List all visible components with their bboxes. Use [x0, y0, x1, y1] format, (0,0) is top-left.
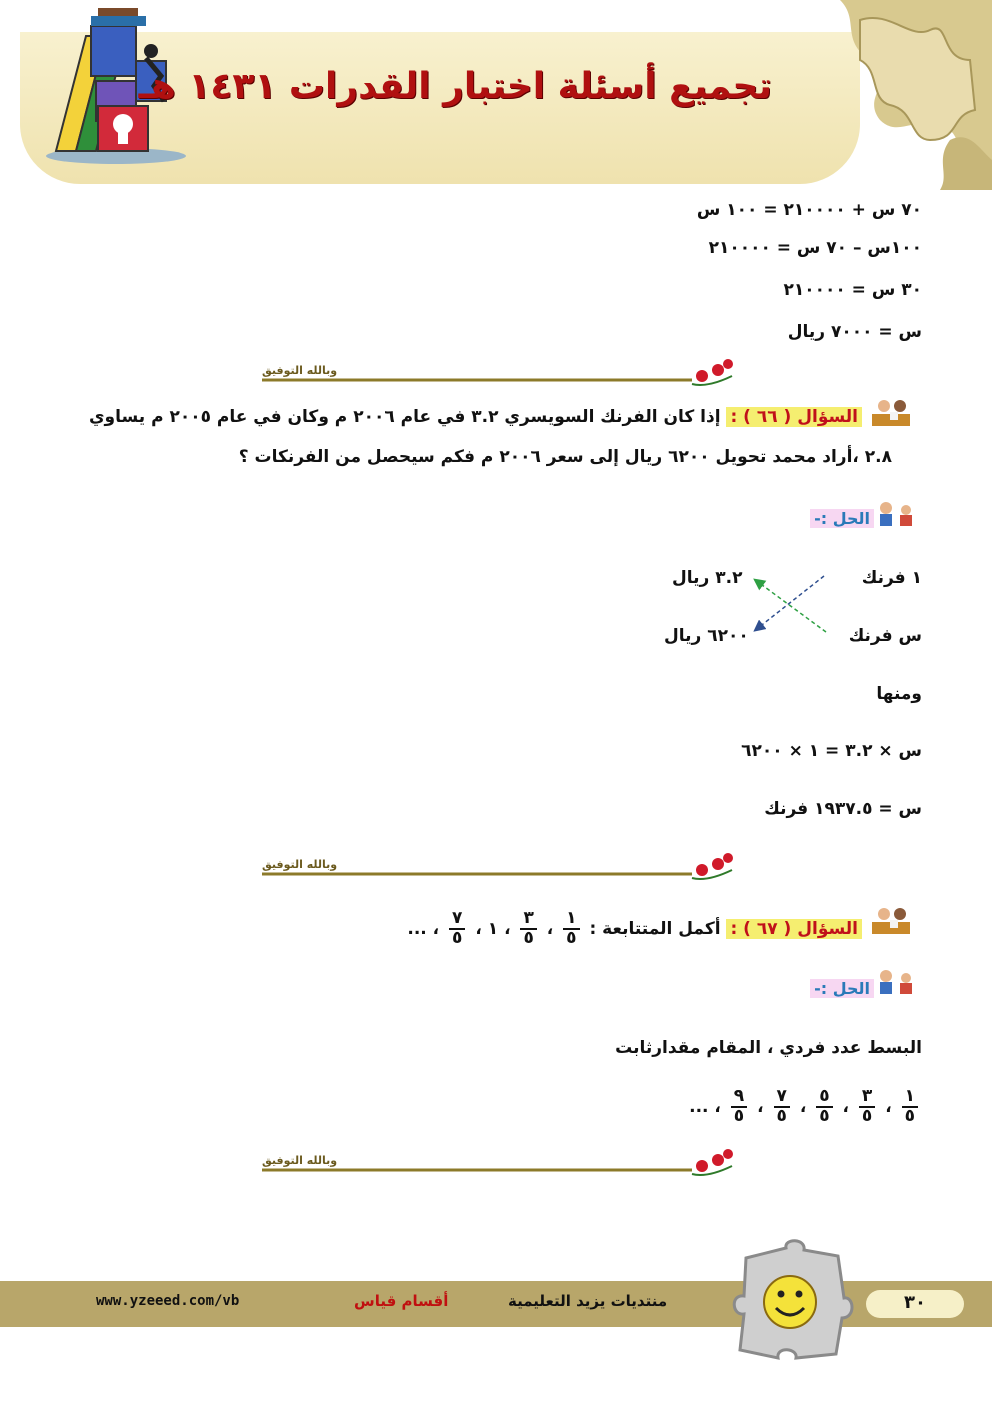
fraction: $\frac{٣}{٥}$ [859, 1088, 875, 1126]
page-number: ٣٠ [904, 1292, 926, 1313]
comma: ، [885, 1096, 892, 1117]
question-66-label: السؤال ( ٦٦ ) : [726, 407, 862, 427]
page-header [0, 0, 992, 190]
question-66-line-2: ٢.٨ ،أراد محمد تحويل ٦٢٠٠ ريال إلى سعر ٢٠٠٦ م فكم سيحصل من الفرنكات ؟ [238, 447, 892, 467]
equation-line: س = ٧٠٠٠ ريال [787, 322, 922, 342]
footer-url-link[interactable]: www.yzeeed.com/vb [96, 1293, 240, 1309]
whole-number: ١ [487, 918, 499, 939]
fraction: $\frac{٧}{٥}$ [774, 1088, 790, 1126]
separator-text: وبالله التوفيق [262, 364, 338, 377]
green-arrow-icon [758, 582, 826, 632]
ratio-row1-right: ١ فرنك [861, 568, 922, 588]
fraction: $\frac{١}{٥}$ [563, 910, 579, 948]
teacher-student-icon [874, 500, 918, 530]
equation-cross: س × ٣.٢ = ١ × ٦٢٠٠ [741, 741, 922, 761]
smiley-puzzle-icon [726, 1238, 856, 1364]
footer-forum-name: منتديات يزيد التعليمية [508, 1292, 668, 1310]
comma: ، [504, 918, 511, 939]
comma: ، [757, 1096, 764, 1117]
equation-line: ١٠٠س – ٧٠ س = ٢١٠٠٠٠ [708, 238, 922, 258]
fraction: $\frac{٧}{٥}$ [449, 910, 465, 948]
solution-66-label: الحل :- [810, 509, 874, 529]
footer-section-link[interactable]: أقسام قياس [354, 1292, 449, 1310]
page-title: تجميع أسئلة اختبار القدرات ١٤٣١ هـ [138, 66, 772, 107]
comma: ، [842, 1096, 849, 1117]
solution-67-sequence [689, 1088, 922, 1126]
therefore-text: ومنها [876, 684, 922, 704]
ellipsis: ... [689, 1096, 709, 1117]
question-66-text-1: إذا كان الفرنك السويسري ٣.٢ في عام ٢٠٠٦ م وكان في عام ٢٠٠٥ م يساوي [88, 407, 721, 427]
student-reading-icon [866, 904, 916, 938]
equation-line: ٧٠ س + ٢١٠٠٠٠ = ١٠٠ س [696, 200, 922, 220]
student-reading-icon [866, 396, 916, 430]
comma: ، [799, 1096, 807, 1117]
ratio-row1-left: ٣.٢ ريال [672, 568, 743, 588]
question-66-line-1 [89, 407, 862, 427]
puzzle-pieces-decoration [800, 0, 992, 190]
equation-line: ٣٠ س = ٢١٠٠٠٠ [783, 280, 922, 300]
section-separator [262, 356, 742, 396]
comma: ، [432, 918, 440, 939]
fraction: $\frac{٥}{٥}$ [816, 1088, 832, 1126]
fraction: $\frac{١}{٥}$ [902, 1088, 918, 1126]
section-separator [262, 1146, 742, 1186]
question-67-label: السؤال ( ٦٧ ) : [726, 919, 862, 939]
solution-67-explanation: البسط عدد فردي ، المقام مقدارثابت [615, 1038, 922, 1058]
question-67-line [407, 910, 862, 948]
fraction: $\frac{٩}{٥}$ [731, 1088, 747, 1126]
fraction: $\frac{٣}{٥}$ [520, 910, 536, 948]
question-67-prompt: أكمل المتتابعة : [589, 918, 721, 939]
separator-text: وبالله التوفيق [262, 1154, 338, 1167]
blue-arrow-icon [758, 576, 824, 628]
section-separator [262, 850, 742, 890]
cross-multiply-arrows [748, 570, 832, 636]
comma: ، [714, 1096, 721, 1117]
ellipsis: ... [407, 918, 427, 939]
ratio-row2-left: ٦٢٠٠ ريال [664, 626, 749, 646]
teacher-student-icon [874, 968, 918, 998]
ratio-row2-right: س فرنك [848, 626, 922, 646]
comma: ، [475, 918, 482, 939]
comma: ، [546, 918, 554, 939]
separator-text: وبالله التوفيق [262, 858, 338, 871]
solution-67-label: الحل :- [810, 979, 874, 999]
equation-result: س = ١٩٣٧.٥ فرنك [764, 799, 922, 819]
